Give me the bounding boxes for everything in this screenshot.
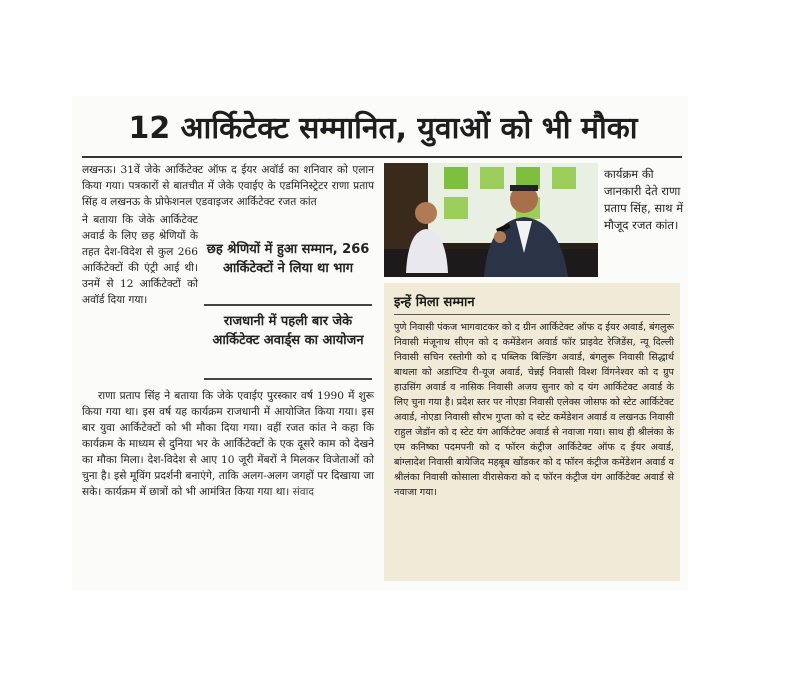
highlight-box-categories: छह श्रेणियों में हुआ सम्मान, 266 आर्किटेक्टों ने लिया था भाग [206, 242, 370, 276]
highlight-box-first-time: राजधानी में पहली बार जेके आर्किटेक्ट अवार्ड्स का आयोजन [204, 304, 372, 380]
sidebar-rule [394, 314, 670, 315]
sidebar-text: पुणे निवासी पंकज भागवाटकर को द ग्रीन आर्किटेक्ट ऑफ द ईयर अवार्ड, बंगलुरू निवासी मंजूनाथ सीएन को द कमेंडेशन अवार्ड फॉर प्राइवेट रेजिडेंस, न्यू दिल्ली निवासी सचिन रस्तोगी को द पब्लिक बिल्डिंग अवार्ड, बंगलुरू निवासी सिद्धार्थ बाथला को अडाप्टिव री-यूज अवार्ड, चेन्नई निवासी विश्श विंगनेश्वर को द ग्रुप हाउसिंग अवार्ड व नासिक निवासी अजय सुनार को द यंग आर्किटेक्ट अवार्ड के लिए चुना गया है। प्रदेश स्तर पर नोएडा निवासी एलेक्स जोसफ को स्टेट आर्किटेक्ट अवार्ड, नोएडा निवासी सौरभ गुप्ता को द स्टेट कमेंडेशन अवार्ड व लखनऊ निवासी राहुल जेडॉन को द स्टेट यंग आर्किटेक्ट अवार्ड से नवाजा गया। साथ ही श्रीलंका के एम कनिष्का पदमपनी को द फॉरन कंट्रीज आर्किटेक्ट ऑफ द ईयर अवार्ड, बांग्लादेश निवासी बायेजिद महबूब खोंडकर को द फॉरन कंट्रीज कमेंडेशन अवार्ड व श्रीलंका निवासी कोसाला वीरासेकरा को द फॉरन कंट्रीज यंग आर्किटेक्ट अवार्ड से नवाजा गया। [394, 322, 674, 498]
narrow-text: ने बताया कि जेके आर्किटेक्ट अवार्ड के लिए छह श्रेणियों के तहत देश-विदेश से कुल 266 आर्किटेक्टों की एंट्री आई थी। उनमें से 12 आर्किटेक्टों को अवॉर्ड दिया गया। [82, 214, 198, 306]
sidebar-title: इन्हें मिला सम्मान [394, 295, 475, 310]
event-photo [384, 163, 598, 277]
headline: 12 आर्किटेक्ट सम्मानित, युवाओं को भी मौका [128, 111, 638, 146]
byline: संवाद [292, 486, 315, 498]
intro-paragraph [82, 162, 374, 210]
headline-rule [82, 156, 682, 158]
intro-text: लखनऊ। 31वें जेके आर्किटेक्ट ऑफ द ईयर अवॉर्ड का शनिवार को एलान किया गया। पत्रकारों से बातचीत में जेके एवाईए के एडमिनिस्ट्रेटर राणा प्रताप सिंह व लखनऊ के प्रोफेशनल एडवाइजर आर्किटेक्ट रजत कांत [82, 164, 374, 208]
body-text: राणा प्रताप सिंह ने बताया कि जेके एवाईए पुरस्कार वर्ष 1990 में शुरू किया गया था। इस वर्ष यह कार्यक्रम राजधानी में आयोजित किया गया। इस बार युवा आर्किटेक्टों को भी मौका दिया गया। वहीं रजत कांत ने कहा कि कार्यक्रम के माध्यम से दुनिया भर के आर्किटेक्टों के एक दूसरे काम को देखने का मौका मिला। देश-विदेश से आए 10 जूरी मेंबरों ने मिलकर विजेताओं को चुना है। इसे मूविंग प्रदर्शनी बनाएंगे, ताकि अलग-अलग जगहों पर दिखाया जा सके। कार्यक्रम में छात्रों को भी आमंत्रित किया गया था। [82, 390, 374, 498]
narrow-column [82, 212, 198, 308]
event-photo-illustration [384, 163, 598, 277]
body-column [82, 388, 374, 500]
photo-caption: कार्यक्रम की जानकारी देते राणा प्रताप सिंह, साथ में मौजूद रजत कांत। [604, 167, 684, 232]
